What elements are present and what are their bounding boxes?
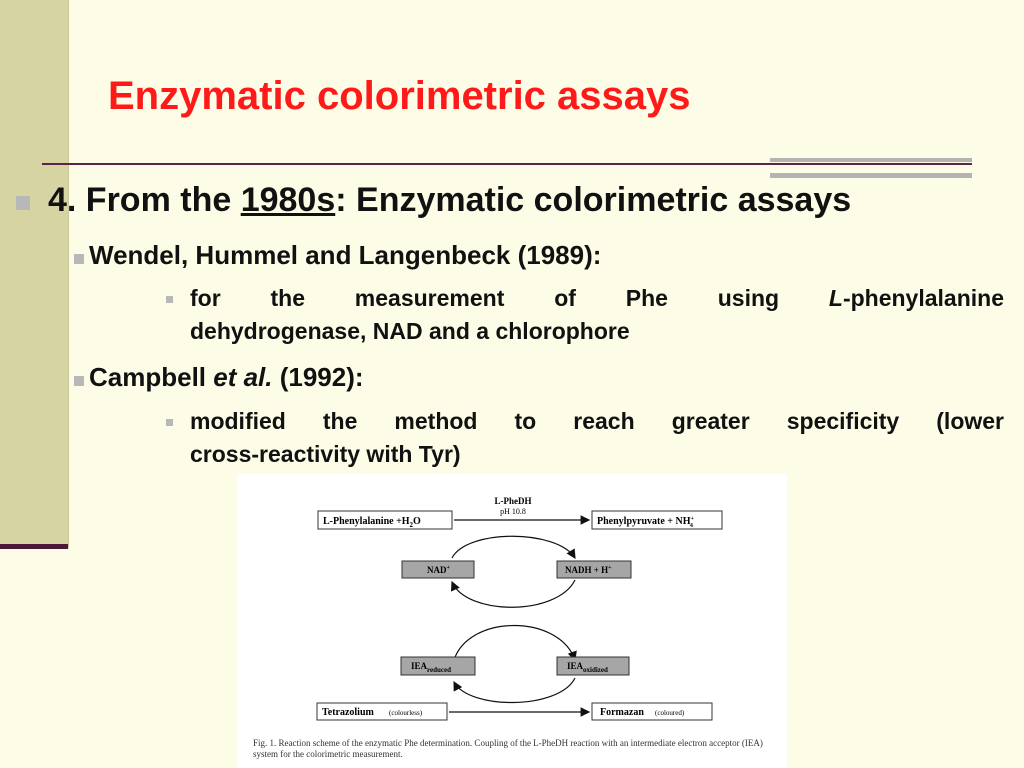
slide-title: Enzymatic colorimetric assays <box>108 74 691 118</box>
detail-wendel: for the measurement of Phe using L-phenylalanine dehydrogenase, NAD and a chlorophore <box>190 285 1004 344</box>
tetrazolium-label: Tetrazolium <box>322 707 374 718</box>
sub-bullet-campbell: Campbell et al. (1992): <box>89 362 364 392</box>
reaction-diagram <box>237 474 787 736</box>
bullet-square-icon <box>166 296 173 303</box>
sidebar-accent <box>0 544 68 549</box>
bullet-square-icon <box>74 254 84 264</box>
sidebar-band <box>0 0 69 548</box>
bullet-square-icon <box>166 419 173 426</box>
bullet-square-icon <box>74 376 84 386</box>
title-divider <box>42 163 972 165</box>
nadh-label: NADH + H+ <box>565 565 612 575</box>
enzyme-label: L-PheDH <box>494 496 532 506</box>
sub-bullet-wendel: Wendel, Hummel and Langenbeck (1989): <box>89 240 602 270</box>
formazan-note: (coloured) <box>655 709 685 717</box>
divider-accent-top <box>770 158 972 162</box>
figure-caption: Fig. 1. Reaction scheme of the enzymatic Phe determination. Coupling of the L-PheDH reaction with an intermediate electron acceptor (IEA) system for the colorimetric measurement. <box>253 738 763 759</box>
underlined-decade: 1980s <box>240 181 336 219</box>
substrate-label: L-Phenylalanine $+H_2O$ <box>323 516 421 529</box>
reaction-scheme-figure <box>237 474 787 768</box>
iea-reduced-label: $IEA_{reduced}$ <box>411 661 451 674</box>
tetrazolium-note: (colourless) <box>389 709 423 717</box>
nad-label: NAD+ <box>427 565 450 575</box>
iea-oxidized-label: $IEA_{oxidized}$ <box>567 661 608 674</box>
ph-label: pH 10.8 <box>500 507 526 516</box>
product-label: Phenylpyruvate + NH+ 4 <box>597 516 694 529</box>
detail-campbell: modified the method to reach greater specificity (lower cross-reactivity with Tyr) <box>190 408 1004 467</box>
formazan-label: Formazan <box>600 707 644 718</box>
bullet-main: 4. From the 1980s: Enzymatic colorimetric assays <box>48 181 852 219</box>
bullet-square-icon <box>16 196 30 210</box>
divider-accent-bottom <box>770 173 972 178</box>
